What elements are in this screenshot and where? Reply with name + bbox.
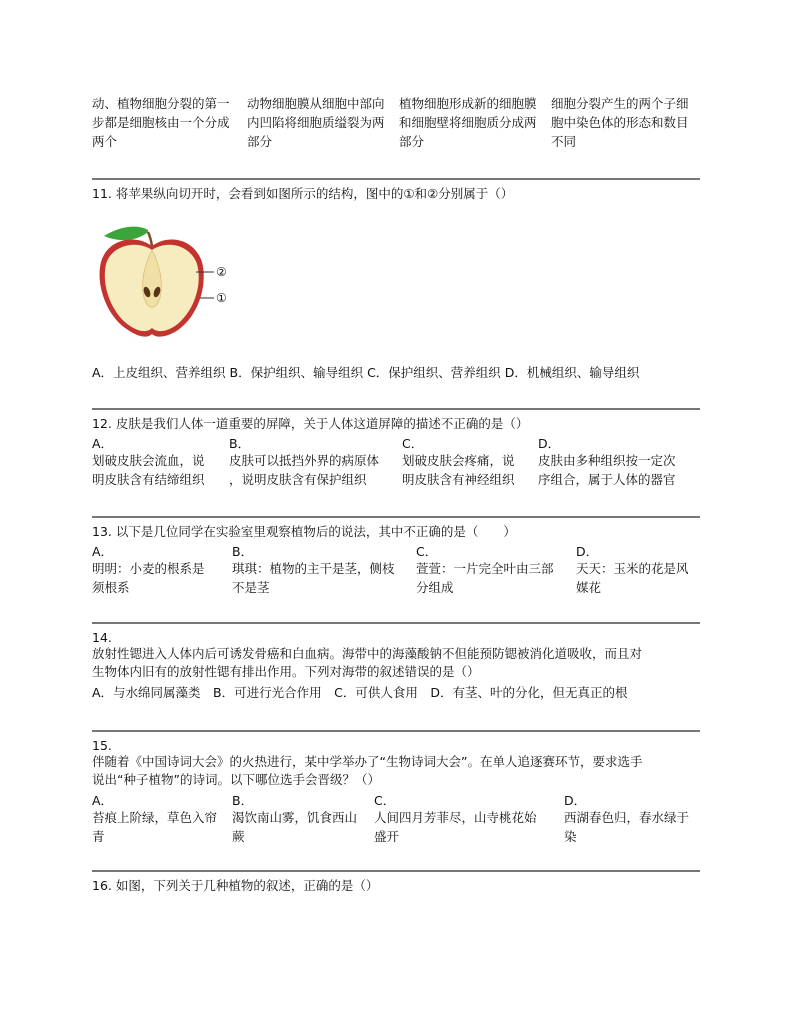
option-letter: B． bbox=[232, 793, 254, 808]
option-a bbox=[92, 542, 205, 597]
option-text-line: 明皮肤含有神经组织 bbox=[402, 472, 515, 487]
option-text-line: 琪琪：植物的主干是茎，侧枝 bbox=[232, 561, 395, 576]
question-15-options bbox=[92, 791, 700, 849]
cell-text-line: 动、植物细胞分裂的第一 bbox=[92, 96, 230, 111]
option-c bbox=[402, 434, 515, 489]
question-15-text-line: 说出“种子植物”的诗词。以下哪位选手会晋级？（） bbox=[92, 772, 380, 787]
question-11-options: A．上皮组织、营养组织 B．保护组织、输导组织 C．保护组织、营养组织 D．机械组织、输导组织 bbox=[92, 365, 640, 380]
cell-text-line: 部分 bbox=[247, 134, 273, 149]
option-text-line: ，说明皮肤含有保护组织 bbox=[229, 472, 367, 487]
option-text-line: 明皮肤含有结缔组织 bbox=[92, 472, 205, 487]
divider bbox=[92, 408, 700, 410]
cell-text-line: 两个 bbox=[92, 134, 118, 149]
cell-text-line: 步都是细胞核由一个分成 bbox=[92, 115, 230, 130]
divider bbox=[92, 730, 700, 732]
cell-text-line: 动物细胞膜从细胞中部向 bbox=[247, 96, 385, 111]
cell-text-line: 和细胞壁将细胞质分成两 bbox=[399, 115, 537, 130]
option-text-line: 划破皮肤会流血，说 bbox=[92, 453, 205, 468]
question-14-text-line: 放射性锶进入人体内后可诱发骨癌和白血病。海带中的海藻酸钠不但能预防锶被消化道吸收，而且对 bbox=[92, 646, 643, 661]
cell-text-line: 胞中染色体的形态和数目 bbox=[551, 115, 689, 130]
option-letter: C． bbox=[402, 436, 424, 451]
option-text-line: 皮肤由多种组织按一定次 bbox=[538, 453, 676, 468]
option-cell-3 bbox=[399, 94, 553, 151]
cell-text-line: 细胞分裂产生的两个子细 bbox=[551, 96, 689, 111]
apple-leaf-icon bbox=[104, 227, 148, 240]
option-letter: B． bbox=[232, 544, 254, 559]
option-text-line: 盛开 bbox=[374, 829, 400, 844]
option-letter: B． bbox=[229, 436, 251, 451]
divider bbox=[92, 870, 700, 872]
option-a bbox=[92, 434, 205, 489]
option-letter: A． bbox=[92, 544, 114, 559]
question-11-stem: 11. 将苹果纵向切开时，会看到如图所示的结构，图中的①和②分别属于（） bbox=[92, 186, 514, 201]
option-letter: A． bbox=[92, 793, 114, 808]
question-16-stem: 16. 如图，下列关于几种植物的叙述，正确的是（） bbox=[92, 878, 379, 893]
option-text-line: 萱萱：一片完全叶由三部 bbox=[416, 561, 554, 576]
option-text-line: 天天：玉米的花是风 bbox=[576, 561, 689, 576]
option-cell-4 bbox=[551, 94, 705, 151]
question-13-stem: 13. 以下是几位同学在实验室里观察植物后的说法，其中不正确的是（ ） bbox=[92, 524, 516, 539]
option-text-line: 蕨 bbox=[232, 829, 245, 844]
question-13-options bbox=[92, 542, 700, 600]
apple-cross-section-figure bbox=[96, 222, 246, 342]
option-text-line: 序组合，属于人体的器官 bbox=[538, 472, 676, 487]
option-text-line: 明明：小麦的根系是 bbox=[92, 561, 205, 576]
question-12-options bbox=[92, 434, 700, 492]
cell-text-line: 内凹陷将细胞质缢裂为两 bbox=[247, 115, 385, 130]
option-text-line: 须根系 bbox=[92, 580, 130, 595]
option-b bbox=[229, 434, 379, 489]
cell-text-line: 植物细胞形成新的细胞膜 bbox=[399, 96, 537, 111]
option-d bbox=[538, 434, 676, 489]
cell-division-options-row bbox=[92, 94, 700, 154]
divider bbox=[92, 622, 700, 624]
question-14-number: 14. bbox=[92, 630, 112, 645]
option-b bbox=[232, 542, 395, 597]
divider bbox=[92, 178, 700, 180]
option-letter: C． bbox=[416, 544, 438, 559]
option-text-line: 人间四月芳菲尽，山寺桃花始 bbox=[374, 810, 537, 825]
cell-text-line: 部分 bbox=[399, 134, 425, 149]
option-d bbox=[564, 791, 689, 846]
option-text-line: 皮肤可以抵挡外界的病原体 bbox=[229, 453, 380, 468]
option-letter: C． bbox=[374, 793, 396, 808]
option-letter: D． bbox=[564, 793, 587, 808]
option-letter: D． bbox=[538, 436, 561, 451]
option-text-line: 分组成 bbox=[416, 580, 454, 595]
option-text-line: 渴饮南山雾，饥食西山 bbox=[232, 810, 358, 825]
question-14-options: A．与水绵同属藻类 B．可进行光合作用 C．可供人食用 D．有茎、叶的分化，但无真正的根 bbox=[92, 685, 628, 700]
option-cell-2 bbox=[247, 94, 401, 151]
cell-text-line: 不同 bbox=[551, 134, 577, 149]
option-b bbox=[232, 791, 357, 846]
option-text-line: 苔痕上阶绿，草色入帘 bbox=[92, 810, 218, 825]
option-c bbox=[374, 791, 537, 846]
figure-label-2: ② bbox=[216, 265, 227, 279]
option-letter: D． bbox=[576, 544, 599, 559]
option-text-line: 划破皮肤会疼痛，说 bbox=[402, 453, 515, 468]
figure-label-1: ① bbox=[216, 291, 227, 305]
option-a bbox=[92, 791, 217, 846]
option-text-line: 媒花 bbox=[576, 580, 602, 595]
option-c bbox=[416, 542, 554, 597]
option-text-line: 不是茎 bbox=[232, 580, 270, 595]
option-text-line: 西湖春色归，春水绿于 bbox=[564, 810, 690, 825]
question-14-text-line: 生物体内旧有的放射性锶有排出作用。下列对海带的叙述错误的是（） bbox=[92, 664, 480, 679]
question-12-stem: 12. 皮肤是我们人体一道重要的屏障，关于人体这道屏障的描述不正确的是（） bbox=[92, 416, 529, 431]
option-text-line: 染 bbox=[564, 829, 577, 844]
option-text-line: 青 bbox=[92, 829, 105, 844]
question-15-number: 15. bbox=[92, 738, 112, 753]
divider bbox=[92, 516, 700, 518]
option-cell-1 bbox=[92, 94, 246, 151]
option-d bbox=[576, 542, 689, 597]
question-15-text-line: 伴随着《中国诗词大会》的火热进行，某中学举办了“生物诗词大会”。在单人追逐赛环节，要求选手 bbox=[92, 754, 643, 769]
option-letter: A． bbox=[92, 436, 114, 451]
